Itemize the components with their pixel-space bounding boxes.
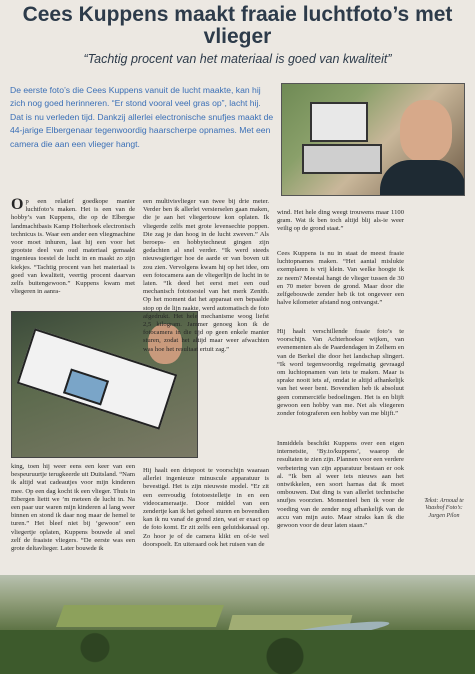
- trees-shape: [0, 630, 475, 674]
- article-title: Cees Kuppens maakt fraaie luchtfoto’s met vlieger: [22, 3, 453, 48]
- person-body-shape: [380, 160, 465, 196]
- paragraph: een multivisvlieger van twee bij drie meter. Verder ben ik allerlei versierselen gaan maken, die je aan het vliegertouw kon oplaten. Ik vliegerde zelfs met grote levensechte poppen. Die zag je dan hoog in de lucht zweven.” Als beroeps- en hobbytechneut gingen zijn gedachten al snel verder. “Ik werd steeds nieuwsgieriger hoe de aarde er van boven uit zou zien. Vervolgens kwam hij op het idee, om een fotocamera aan de vliegerlijn de lucht in te laten. “Ik deed het eerst met een oud mechanisch fototoestel van het merk Zenith. Op het moment dat het apparaat een bepaalde stop op de lijn raakte, werd automatisch de foto afgedrukt. Het hele mechanisme woog liefst 2,5 kilogram. Jammer genoeg kon ik de fotocamera in die tijd op geen enkele manier sturen, zodat het altijd maar weer afwachten was hoe het resultaat ertuit zag.”: [143, 198, 269, 353]
- field-shape: [56, 605, 224, 627]
- text-column-1-bottom: [11, 463, 135, 556]
- article-intro: De eerste foto’s die Cees Kuppens vanuit de lucht maakte, kan hij zich nog goed herinneren. “Er stond vooral veel gras op”, lacht hij. Dat is nu verleden tijd. Dankzij allerlei electronische snufjes maakt de 44-jarige Elbergenaar tegenwoordig haarscherpe opnames. Met een camera die aan een vlieger hangt.: [10, 85, 274, 149]
- camera-rig-shape: [310, 102, 368, 142]
- drop-cap: O: [11, 196, 24, 213]
- text-column-2-bottom: [143, 467, 269, 552]
- paragraph: Hij haalt verschillende fraaie foto’s te voorschijn. Van Achterhoekse wijken, van evenementen als de Paardendagen in Zelhem en van de Berkel die door het landschap slingert. “Ik word tegenwoordig regelmatig gevraagd om luchtopnamen van iets te maken. Maar is sprake nooit iets af, omdat ie altijd afhankelijk van het weer bent. Bovendien heb ik absoluut geen commerciële bedoelingen. Het is en blijft gewoon een hobby van me. Net als vliegeren zonder fotograferen een hobby van me blijft.”: [277, 328, 404, 418]
- photo-man-with-camera-rig: [281, 83, 465, 196]
- article-subtitle: “Tachtig procent van het materiaal is goed van kwaliteit”: [83, 52, 392, 66]
- text-column-1-top: [11, 198, 135, 299]
- aerial-landscape-photo: [0, 575, 475, 674]
- text-column-3-d: [277, 440, 404, 533]
- person-head-shape: [400, 100, 452, 162]
- text-column-2-top: [143, 198, 269, 357]
- text-column-3-c: [277, 328, 404, 421]
- text-column-3-a: [277, 209, 404, 237]
- text-column-3-b: [277, 250, 404, 310]
- photo-credits: Tekst: Arnoud te Vaashof Foto’s: Jurgen Pilon: [424, 498, 464, 519]
- paragraph: Inmiddels beschikt Kuppens over een eigen internetsite, ‘By.to/kuppens’, waarop de resultaten te zien zijn. Plannen voor een verdere verbetering van zijn apparatuur bestaan er ook al. “Ik ben al weer iets nieuws aan het ontwikkelen, een soort harnas dat ik moet ombouwen. Dat ding is van allerlei technische snufjes voorzien. Momenteel ben ik voor de voeding van de zender nog afhankelijk van de accu van mijn auto. Maar straks kan ik die gewoon voor de deur laten staan.”: [277, 440, 404, 530]
- camera-rig-base-shape: [302, 144, 382, 174]
- paragraph: Cees Kuppens is nu in staat de meest fraaie luchtopnames maken. “Het aantal mislukte exemplaren is vrij klein. Van welke hoogte ik ze neem? Meestal hangt de vlieger tussen de 30 en 70 meter boven de grond. Maar door die zelfgebouwde zender heb ik tot ongeveer een halve kilometer afstand nog ontvangst.”: [277, 250, 404, 307]
- paragraph: [11, 198, 135, 296]
- paragraph: wind. Het hele ding weegt trouwens maar 1100 gram. Wat ik ben toch altijd blij als-ie weer veilig op de grond staat.”: [277, 209, 404, 233]
- paragraph: king, toen hij weer eens een keer van een bespeuruurtje terugkeerde uit Duitsland. “Nam ik altijd wat cadeautjes voor mijn kinderen mee. Op een dag kocht ik een vlieger. Thuis in Eibergen liettt we ’m meteen de lucht in. Na een paar uur waren mijn kinderen al lang weer binnen en stond ik daar nog maar de hemel te turen.” Het bleef niet bij ‘gewoon’ een vliegertje oplaten, Kuppens bouwde al snel zelf de fraaiste vliegers. “De eerste was een grote deltavlieger. Later bouwde ik: [11, 463, 135, 553]
- paragraph-text: p een relatief goedkope manier luchtfoto’s maken. Het is een van de hobby’s van Kuppens, die op de Elbergse landmachtbasis Kamp Holterhoek electronisch technicus is. Waar een ander een vliegmachine voor moet inhuren, laat hij een voor het grootste deel van oud materiaal gemaakt ingenieus toestel de lucht in en maakt zo zijn kiekjes. “Tachtig procent van het materiaal is goed van kwaliteit, veertig procent daarvan zelfs buitengewoon.” Kuppens kwam met vliegeren in aanra-: [11, 198, 135, 296]
- paragraph: Hij haalt een driepoot te voorschijn waaraan allerlei ingenieuze minuscule apparatuur is bevestigd. Het is zijn nieuwste model. “Er zit een eenvoudig fototoestelletje in en een videocameraatje. Door middel van een zendertje kan ik het geheel sturen en bovendien kan ik nu vanaf de grond zien, wat er exact op de foto komt. Er zit zelfs een geluidskanaal op. Zo hoor je of de camera klikt en of-ie wel doorspoelt. En uiteraard ook het ruisen van de: [143, 467, 269, 548]
